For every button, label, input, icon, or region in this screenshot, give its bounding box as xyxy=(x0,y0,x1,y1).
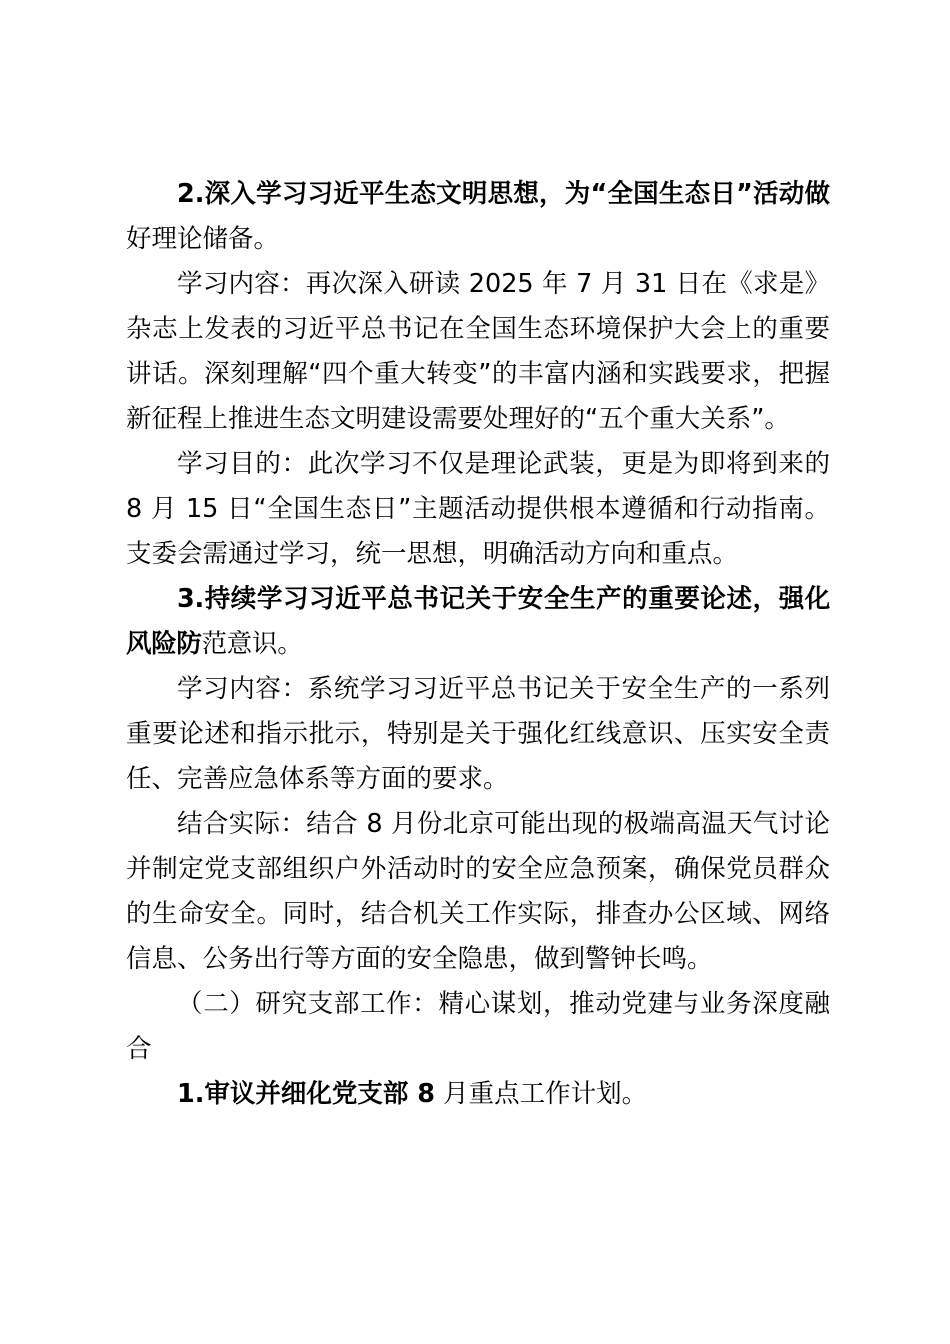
paragraph-section-two-heading xyxy=(126,982,830,1072)
paragraph-safety-study-content xyxy=(126,667,830,802)
paragraph-safety-practice-text: 结合实际：结合 8 月份北京可能出现的极端高温天气讨论并制定党支部组织户外活动时的安全应急预案，确保党员群众的生命安全。同时，结合机关工作实际，排查办公区域、网络信息、公务出行等方面的安全隐患，做到警钟长鸣。 xyxy=(126,809,830,974)
paragraph-ecology-study-purpose xyxy=(126,442,830,577)
paragraph-ecology-heading-bold: 2.深入学习习近平生态文明思想，为“全国生态日”活动做 xyxy=(177,179,830,209)
paragraph-work-plan-heading-text: 月重点工作计划。 xyxy=(435,1079,648,1109)
paragraph-safety-heading xyxy=(126,577,830,667)
paragraph-safety-heading-bold: 3.持续学习习近平总书记关于安全生产的重要论述，强化风险防 xyxy=(126,584,830,659)
paragraph-work-plan-heading-bold: 1.审议并细化党支部 8 xyxy=(177,1079,436,1109)
paragraph-safety-heading-text: 范意识。 xyxy=(201,629,303,659)
paragraph-safety-practice xyxy=(126,802,830,982)
paragraph-ecology-study-content-text: 学习内容：再次深入研读 2025 年 7 月 31 日在《求是》杂志上发表的习近平总书记在全国生态环境保护大会上的重要讲话。深刻理解“四个重大转变”的丰富内涵和实践要求，把握新征程上推进生态文明建设需要处理好的“五个重大关系”。 xyxy=(126,269,830,434)
paragraph-section-two-heading-text: （二）研究支部工作：精心谋划，推动党建与业务深度融合 xyxy=(126,989,830,1064)
paragraph-ecology-study-purpose-text: 学习目的：此次学习不仅是理论武装，更是为即将到来的 8 月 15 日“全国生态日”主题活动提供根本遵循和行动指南。支委会需通过学习，统一思想，明确活动方向和重点。 xyxy=(126,449,830,569)
paragraph-ecology-heading-text: 好理论储备。 xyxy=(126,224,280,254)
paragraph-work-plan-heading xyxy=(126,1072,830,1117)
paragraph-ecology-heading xyxy=(126,172,830,262)
paragraph-safety-study-content-text: 学习内容：系统学习习近平总书记关于安全生产的一系列重要论述和指示批示，特别是关于强化红线意识、压实安全责任、完善应急体系等方面的要求。 xyxy=(126,674,830,794)
paragraph-ecology-study-content xyxy=(126,262,830,442)
